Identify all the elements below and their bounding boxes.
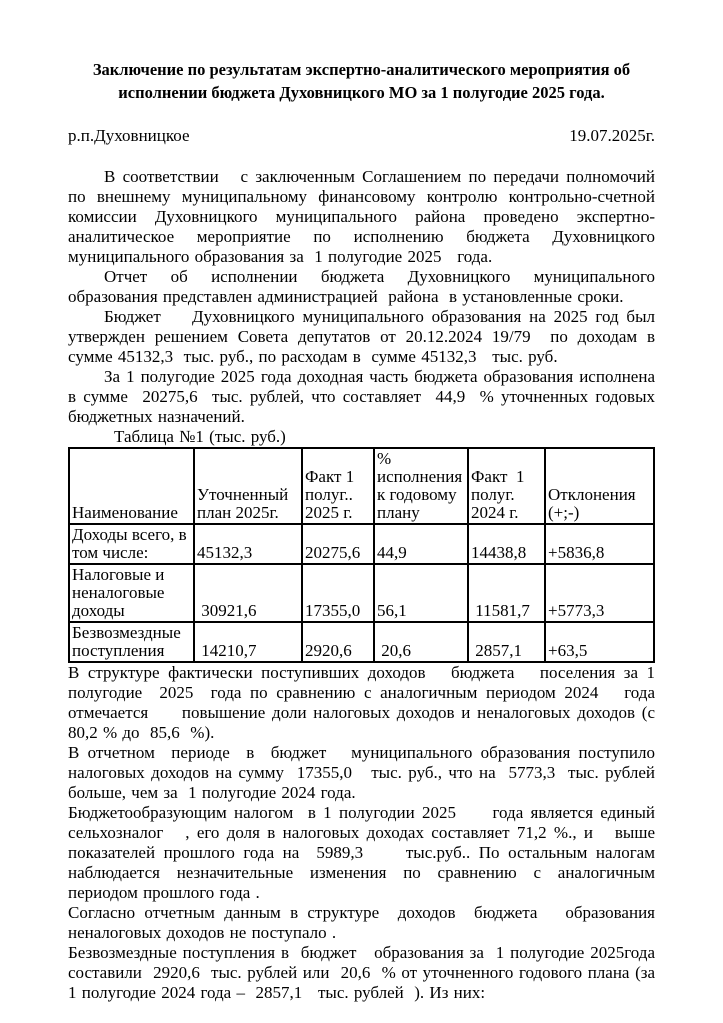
table-row-total-incomes bbox=[69, 524, 654, 564]
cell-fact-2025: 20275,6 bbox=[302, 524, 374, 564]
paragraph-tax-incomes: В отчетном периоде в бюджет муниципального образования поступило налоговых доходов на сумму 17355,0 тыс. руб., что на 5773,3 тыс. рублей больше, чем за 1 полугодие 2024 года. bbox=[68, 743, 661, 802]
cell-fact-2024: 2857,1 bbox=[468, 622, 545, 662]
table-row-tax-incomes bbox=[69, 564, 654, 622]
title-line-1: Заключение по результатам экспертно-аналитического мероприятия об bbox=[92, 60, 631, 79]
paragraph-main-tax: Бюджетообразующим налогом в 1 полугодии 2025 года является единый сельхозналог , его доля в налоговых доходах составляет 71,2 %., и выше показателей прошлого года на 5989,3 тыс.руб.. По остальным налогам наблюдается незначительные изменения по сравнению с аналогичным периодом прошлого года . bbox=[68, 803, 661, 902]
paragraph-agreement: В соответствии с заключенным Соглашением по передачи полномочий по внешнему муниципальному финансовому контролю контрольно-счетной комиссии Духовницкого муниципального района проведено экспертно-аналитическое мероприятие по исполнению бюджета Духовницкого муниципального образования за 1 полугодие 2025 года. bbox=[68, 167, 661, 266]
cell-fact-2024: 11581,7 bbox=[468, 564, 545, 622]
paragraph-halfyear-execution: За 1 полугодие 2025 года доходная часть бюджета образования исполнена в сумме 20275,6 тыс. рублей, что составляет 44,9 % уточненных годовых бюджетных назначений. bbox=[68, 367, 661, 426]
cell-name: Безвозмездные поступления bbox=[69, 622, 194, 662]
place-name: р.п.Духовницкое bbox=[68, 126, 190, 145]
table-caption: Таблица №1 (тыс. руб.) bbox=[114, 427, 286, 446]
cell-deviation: +63,5 bbox=[545, 622, 654, 662]
document-title bbox=[68, 58, 655, 104]
cell-percent: 20,6 bbox=[374, 622, 468, 662]
cell-deviation: +5773,3 bbox=[545, 564, 654, 622]
report-date: 19.07.2025г. bbox=[569, 126, 655, 145]
table-header-row bbox=[69, 448, 654, 524]
dateline bbox=[68, 126, 655, 146]
cell-fact-2024: 14438,8 bbox=[468, 524, 545, 564]
header-fact-2025: Факт 1 полуг.. 2025 г. bbox=[302, 448, 374, 524]
cell-fact-2025: 2920,6 bbox=[302, 622, 374, 662]
paragraph-income-structure: В структуре фактически поступивших доходов бюджета поселения за 1 полугодие 2025 года по сравнению с аналогичным периодом 2024 года отмечается повышение доли налоговых доходов и неналоговых доходов (с 80,2 % до 85,6 %). bbox=[68, 663, 661, 742]
cell-plan-2025: 14210,7 bbox=[194, 622, 302, 662]
cell-plan-2025: 30921,6 bbox=[194, 564, 302, 622]
cell-percent: 44,9 bbox=[374, 524, 468, 564]
header-plan-2025: Уточненный план 2025г. bbox=[194, 448, 302, 524]
header-fact-2024: Факт 1 полуг. 2024 г. bbox=[468, 448, 545, 524]
cell-fact-2025: 17355,0 bbox=[302, 564, 374, 622]
title-line-2: исполнении бюджета Духовницкого МО за 1 полугодие 2025 года. bbox=[118, 83, 605, 102]
cell-name: Доходы всего, в том числе: bbox=[69, 524, 194, 564]
header-percent-execution: % исполнения к годовому плану bbox=[374, 448, 468, 524]
paragraph-nontax-incomes: Согласно отчетным данным в структуре доходов бюджета образования неналоговых доходов не поступало . bbox=[68, 903, 661, 942]
cell-percent: 56,1 bbox=[374, 564, 468, 622]
budget-table bbox=[68, 447, 655, 663]
paragraph-budget-approved: Бюджет Духовницкого муниципального образования на 2025 год был утвержден решением Совета депутатов от 20.12.2024 19/79 по доходам в сумме 45132,3 тыс. руб., по расходам в сумме 45132,3 тыс. руб. bbox=[68, 307, 661, 366]
cell-plan-2025: 45132,3 bbox=[194, 524, 302, 564]
header-deviation: Отклонения (+;-) bbox=[545, 448, 654, 524]
paragraph-gratuitous-receipts: Безвозмездные поступления в бюджет образования за 1 полугодие 2025года составили 2920,6 тыс. рублей или 20,6 % от уточненного годового плана (за 1 полугодие 2024 года – 2857,1 тыс. рублей ). Из них: bbox=[68, 943, 666, 1002]
cell-deviation: +5836,8 bbox=[545, 524, 654, 564]
header-name: Наименование bbox=[69, 448, 194, 524]
cell-name: Налоговые и неналоговые доходы bbox=[69, 564, 194, 622]
paragraph-report-submitted: Отчет об исполнении бюджета Духовницкого муниципального образования представлен администрацией района в установленные сроки. bbox=[68, 267, 661, 306]
table-row-gratuitous-receipts bbox=[69, 622, 654, 662]
